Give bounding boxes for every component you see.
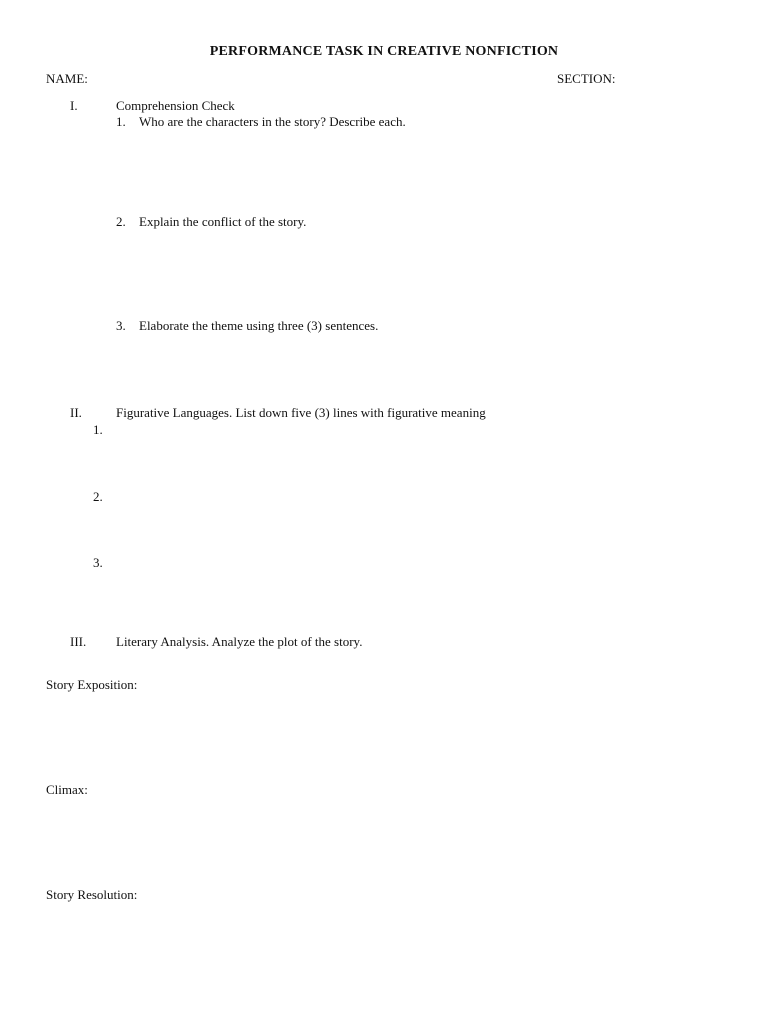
- story-exposition-label: Story Exposition:: [46, 677, 138, 692]
- part3-heading: Literary Analysis. Analyze the plot of the story.: [116, 634, 363, 649]
- part3-numeral: III.: [70, 634, 87, 649]
- part1-numeral: I.: [70, 98, 78, 113]
- story-resolution-label: Story Resolution:: [46, 887, 138, 902]
- part1-item-text: Elaborate the theme using three (3) sentences.: [139, 318, 379, 333]
- part1-heading: Comprehension Check: [116, 98, 235, 113]
- section-label: SECTION:: [557, 71, 616, 86]
- part1-item-text: Who are the characters in the story? Describe each.: [139, 114, 406, 129]
- part2-numeral: II.: [70, 405, 82, 420]
- part1-item-text: Explain the conflict of the story.: [139, 214, 307, 229]
- page-title: PERFORMANCE TASK IN CREATIVE NONFICTION: [209, 44, 559, 59]
- part2-item-number: 2.: [93, 489, 103, 504]
- part1-item-number: 2.: [116, 214, 126, 229]
- part1-item-number: 1.: [116, 114, 126, 129]
- part2-item-number: 3.: [93, 555, 103, 570]
- part2-heading: Figurative Languages. List down five (3) lines with figurative meaning: [116, 405, 486, 420]
- name-label: NAME:: [46, 71, 88, 86]
- part2-item-number: 1.: [93, 422, 103, 437]
- part1-item-number: 3.: [116, 318, 126, 333]
- climax-label: Climax:: [46, 782, 88, 797]
